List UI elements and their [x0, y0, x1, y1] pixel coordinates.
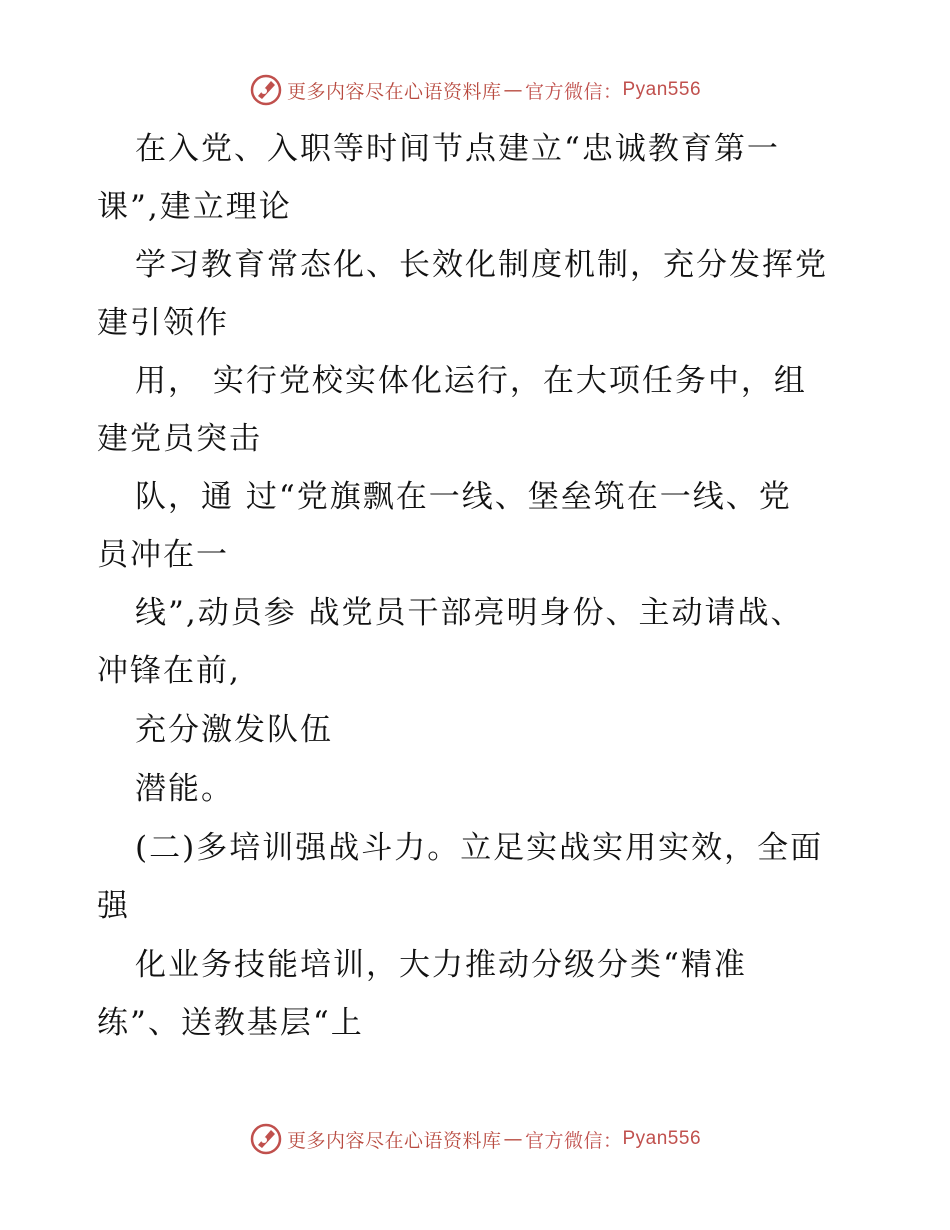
paragraph-line: 练”、送教基层“上: [97, 1005, 364, 1041]
watermark-dash: —: [503, 1128, 523, 1150]
paragraph-line: 建引领作: [97, 305, 229, 341]
watermark-account: Pyan556: [622, 79, 702, 100]
paragraph-line: 队，通 过“党旗飘在一线、堡垒筑在一线、党: [135, 479, 792, 515]
watermark-label: 官方微信：: [524, 1129, 623, 1152]
paragraph-line: 员冲在一: [97, 537, 229, 573]
paragraph-line: 强: [97, 888, 130, 924]
paragraph-line: 建党员突击: [97, 421, 262, 457]
header-watermark: [0, 70, 950, 110]
watermark-dash: —: [503, 79, 523, 101]
paragraph-line: 化业务技能培训，大力推动分级分类“精准: [135, 947, 747, 983]
watermark-label: 官方微信：: [524, 80, 623, 103]
paragraph-line: 线”,动员参 战党员干部亮明身份、主动请战、: [135, 595, 804, 631]
footer-watermark: [0, 1119, 950, 1159]
watermark-site: 更多内容尽在心语资料库: [286, 80, 502, 103]
paragraph-line: 在入党、入职等时间节点建立“忠诚教育第一: [135, 131, 780, 167]
paragraph-line: 充分激发队伍: [135, 712, 333, 748]
paragraph-line: 冲锋在前,: [97, 653, 241, 689]
paragraph-line: 用， 实行党校实体化运行，在大项任务中，组: [135, 363, 807, 399]
logo-badge-icon: [249, 73, 283, 107]
watermark-account: Pyan556: [622, 1128, 702, 1149]
paragraph-line: 潜能。: [135, 771, 234, 807]
paragraph-line: 课”,建立理论: [97, 189, 292, 225]
watermark-site: 更多内容尽在心语资料库: [286, 1129, 502, 1152]
paragraph-line: 学习教育常态化、长效化制度机制，充分发挥党: [135, 247, 828, 283]
paragraph-line: (二)多培训强战斗力。立足实战实用实效，全面: [135, 830, 824, 866]
logo-badge-icon: [249, 1122, 283, 1156]
